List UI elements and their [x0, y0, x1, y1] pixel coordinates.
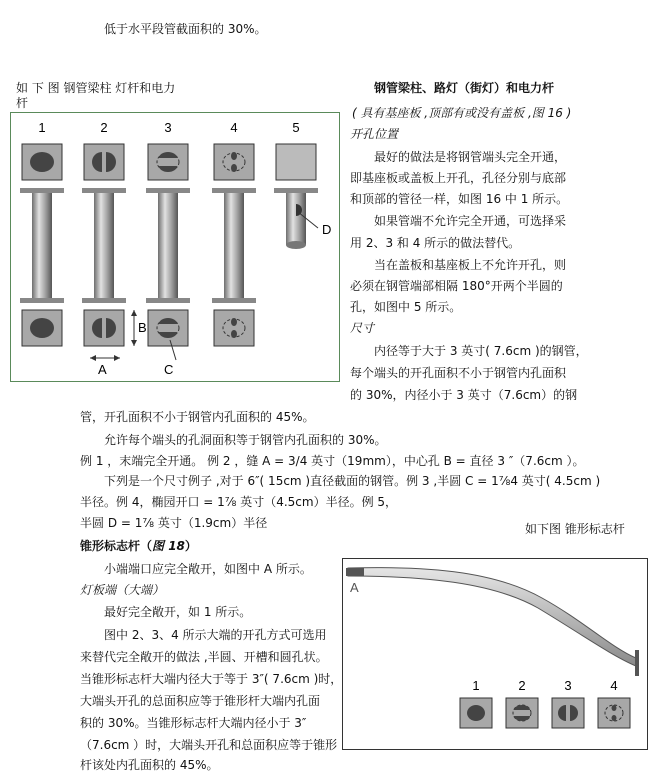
fig18-plate-1	[460, 698, 492, 728]
dim-a-label: A	[98, 362, 107, 377]
fig18-col-label-1: 1	[472, 678, 480, 693]
bottom-plate-1	[22, 310, 62, 346]
fig16-col-label-5: 5	[292, 120, 300, 135]
fig18-plate-3	[552, 698, 584, 728]
p7-line3: 半圆 D = 1⅞ 英寸（1.9cm）半径	[80, 516, 268, 530]
section2-heading-fig: 图 18	[152, 539, 185, 553]
fig16-caption-line2: 杆	[16, 96, 29, 110]
p6: 例 1 ，末端完全开通。 例 2 ，缝 A = 3/4 英寸（19mm），中心孔 B = 直径 3 ″（7.6cm ）。	[80, 454, 585, 468]
dim-d-label: D	[322, 222, 332, 237]
p3-line3: 孔，如图中 5 所示。	[350, 300, 462, 314]
fig18-label-a: A	[350, 580, 359, 595]
s2-p3-line4: 大端头开孔的总面积应等于锥形杆大端内孔面	[80, 694, 321, 708]
fig16-col-label-4: 4	[230, 120, 238, 135]
top-plate-4	[214, 144, 254, 180]
p4-line1: 内径等于大于 3 英寸( 7.6cm )的钢管，	[374, 344, 588, 358]
p1-line1: 最好的做法是将钢管端头完全开通，	[374, 150, 567, 164]
p4-line3: 的 30%，内径小于 3 英寸（7.6cm）的钢	[350, 388, 578, 402]
fig16-col-label-1: 1	[38, 120, 46, 135]
s2-p3-line5: 积的 30%。当锥形标志杆大端内径小于 3″	[80, 716, 307, 730]
s2-p3-line7: 杆该处内孔面积的 45%。	[80, 758, 219, 772]
dim-c-label: C	[164, 362, 174, 377]
bottom-plate-2	[84, 310, 124, 346]
fig18-diagram	[342, 558, 648, 750]
section1-heading: 钢管梁柱、路灯（街灯）和电力杆	[374, 81, 555, 95]
fig16-diagram	[10, 112, 340, 382]
p1-line2: 即基座板或盖板上开孔，孔径分别与底部	[350, 171, 567, 185]
p3-line2: 必须在钢管端部相隔 180°开两个半圆的	[350, 279, 563, 293]
p2-line2: 用 2、3 和 4 所示的做法替代。	[350, 236, 521, 250]
top-plate-2	[84, 144, 124, 180]
s2-p3-line2: 来替代完全敞开的做法 ,半圆、开槽和圆孔状。	[80, 650, 328, 664]
p3-line1: 当在盖板和基座板上不允许开孔，则	[374, 258, 567, 272]
s2-p3-line1: 图中 2、3、4 所示大端的开孔方式可选用	[104, 628, 327, 642]
fig18-col-label-4: 4	[610, 678, 618, 693]
s2-p3-line3: 当锥形标志杆大端内径大于等于 3″( 7.6cm )时，	[80, 672, 343, 686]
s2-p3-line6: （7.6cm ）时，大端头开孔和总面积应等于锥形	[80, 738, 338, 752]
section2-heading	[80, 539, 197, 553]
bottom-plate-4	[214, 310, 254, 346]
section2-heading-text: 锥形标志杆（	[80, 539, 153, 553]
bottom-plate-3	[148, 310, 188, 346]
lamp-title: 灯板端（大端）	[80, 583, 165, 597]
top-plate-3	[148, 144, 188, 180]
p1-line3: 和顶部的管径一样，如图 16 中 1 所示。	[350, 192, 569, 206]
fig18-col-label-3: 3	[564, 678, 572, 693]
s2-p1: 小端端口应完全敞开，如图中 A 所示。	[104, 562, 312, 576]
section2-heading-close: ）	[184, 539, 197, 553]
section1-subheading: ( 具有基座板 ,顶部有或没有盖板 ,图 16 )	[352, 106, 572, 120]
p4-line2: 每个端头的开孔面积不小于钢管内孔面积	[350, 366, 567, 380]
p2-line1: 如果管端不允许完全开通，可选择采	[374, 214, 567, 228]
fig18-col-label-2: 2	[518, 678, 526, 693]
fig16-caption-line1: 如 下 图 钢管梁柱 灯杆和电力	[16, 81, 176, 95]
top-plate-1	[22, 144, 62, 180]
p7-line2: 半径。例 4，椭园开口 = 1⅞ 英寸（4.5cm）半径。例 5，	[80, 495, 398, 509]
top-line: 低于水平段管截面积的 30%。	[104, 22, 267, 36]
fig16-col-label-3: 3	[164, 120, 172, 135]
dim-b-label: B	[138, 320, 147, 335]
fig18-plate-2	[506, 698, 538, 728]
size-title: 尺寸	[350, 321, 375, 335]
opening-title: 开孔位置	[350, 127, 399, 141]
top-plate-5	[276, 144, 316, 180]
p4-line4: 管，开孔面积不小于钢管内孔面积的 45%。	[80, 410, 315, 424]
fig18-plate-4	[598, 698, 630, 728]
fig16-col-label-2: 2	[100, 120, 108, 135]
p5: 允许每个端头的孔洞面积等于钢管内孔面积的 30%。	[104, 433, 387, 447]
s2-p2: 最好完全敞开，如 1 所示。	[104, 605, 252, 619]
fig18-caption: 如下图 锥形标志杆	[525, 522, 625, 536]
p7-line1: 下列是一个尺寸例子 ,对于 6″( 15cm )直径截面的钢管。例 3 ,半圆 C = 1⅞4 英寸( 4.5cm )	[104, 474, 601, 488]
